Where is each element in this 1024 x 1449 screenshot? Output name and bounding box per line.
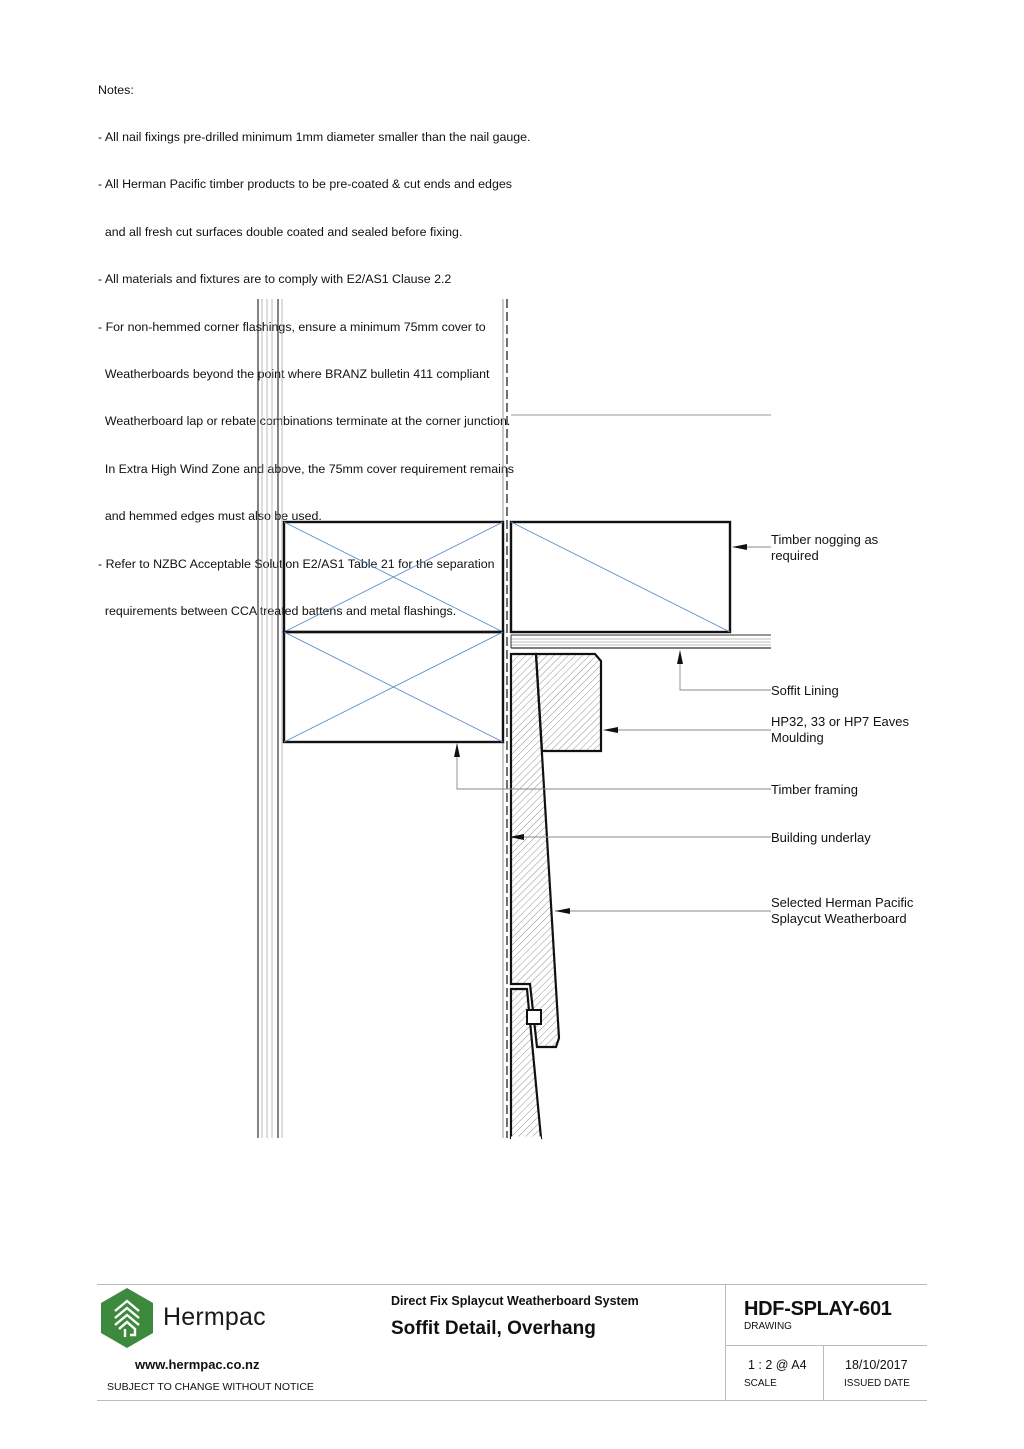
divider — [725, 1345, 927, 1346]
note-line: - Refer to NZBC Acceptable Solution E2/AS1 Table 21 for the separation — [98, 556, 495, 571]
brand-name: Hermpac — [163, 1303, 266, 1331]
note-line: - All nail fixings pre-drilled minimum 1mm diameter smaller than the nail gauge. — [98, 129, 531, 144]
disclaimer: SUBJECT TO CHANGE WITHOUT NOTICE — [107, 1381, 314, 1393]
note-line: In Extra High Wind Zone and above, the 75mm cover requirement remains — [98, 461, 514, 476]
website-link[interactable]: www.hermpac.co.nz — [135, 1357, 260, 1372]
hermpac-logo-icon — [99, 1287, 155, 1349]
title-block — [97, 1284, 927, 1401]
note-line: Weatherboards beyond the point where BRANZ bulletin 411 compliant — [98, 366, 490, 381]
soffit-lining — [511, 635, 771, 648]
label-eaves-moulding: HP32, 33 or HP7 Eaves Moulding — [771, 714, 910, 745]
note-line: Weatherboard lap or rebate combinations terminate at the corner junction. — [98, 414, 511, 429]
label-soffit-lining: Soffit Lining — [771, 683, 839, 698]
label-timber-nogging: Timber nogging as required — [771, 532, 879, 563]
note-line: - All Herman Pacific timber products to be pre-coated & cut ends and edges — [98, 177, 512, 192]
interior-lining — [258, 299, 282, 1138]
divider — [823, 1345, 824, 1400]
note-line: - All materials and fixtures are to comply with E2/AS1 Clause 2.2 — [98, 272, 452, 287]
issued-date-caption: ISSUED DATE — [844, 1378, 910, 1389]
note-line: - For non-hemmed corner flashings, ensure a minimum 75mm cover to — [98, 319, 486, 334]
drawing-number: HDF-SPLAY-601 — [744, 1298, 892, 1320]
issued-date: 18/10/2017 — [845, 1358, 908, 1372]
notes-heading: Notes: — [98, 82, 134, 97]
system-name: Direct Fix Splaycut Weatherboard System — [391, 1294, 639, 1308]
scale-value: 1 : 2 @ A4 — [748, 1358, 807, 1372]
note-line: and all fresh cut surfaces double coated and sealed before fixing. — [98, 224, 463, 239]
label-building-underlay: Building underlay — [771, 830, 871, 845]
fixing-square — [527, 1010, 541, 1024]
label-weatherboard: Selected Herman Pacific Splaycut Weatherboard — [771, 895, 914, 926]
eaves-moulding — [536, 654, 601, 751]
note-line: requirements between CCA treated battens and metal flashings. — [98, 603, 457, 618]
timber-nogging — [511, 522, 730, 632]
drawing-caption: DRAWING — [744, 1321, 792, 1332]
label-timber-framing: Timber framing — [771, 782, 858, 797]
divider — [725, 1285, 726, 1400]
drawing-title: Soffit Detail, Overhang — [391, 1318, 596, 1339]
timber-framing-lower-plate — [284, 632, 503, 742]
scale-caption: SCALE — [744, 1378, 777, 1389]
timber-framing-top-plate — [284, 522, 503, 632]
note-line: and hemmed edges must also be used. — [98, 509, 322, 524]
